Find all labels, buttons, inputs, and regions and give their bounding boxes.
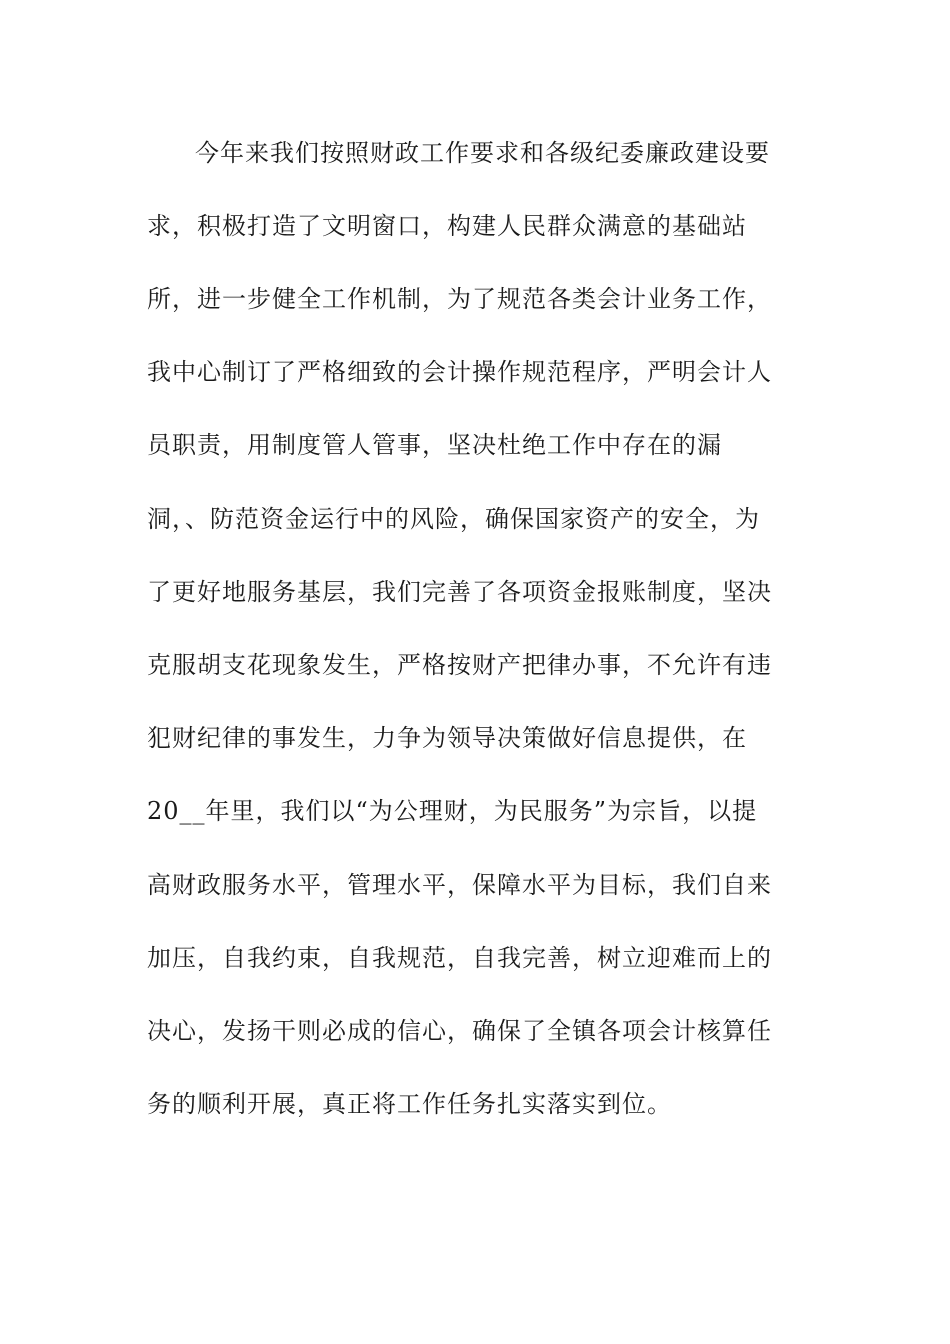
paragraph-line: 克服胡支花现象发生，严格按财产把律办事，不允许有违 [147, 651, 772, 679]
paragraph-line: 洞，、防范资金运行中的风险，确保国家资产的安全，为 [147, 505, 760, 533]
paragraph-line: 我中心制订了严格细致的会计操作规范程序，严明会计人 [147, 358, 772, 386]
paragraph-line: 决心，发扬干则必成的信心，确保了全镇各项会计核算任 [147, 1017, 772, 1045]
paragraph-line: 求，积极打造了文明窗口，构建人民群众满意的基础站 [147, 212, 747, 240]
paragraph-line: 高财政服务水平，管理水平，保障水平为目标，我们自来 [147, 871, 772, 899]
paragraph-line: 所，进一步健全工作机制，为了规范各类会计业务工作， [147, 285, 772, 313]
paragraph-line: 了更好地服务基层，我们完善了各项资金报账制度，坚决 [147, 578, 772, 606]
paragraph-line: 今年来我们按照财政工作要求和各级纪委廉政建设要 [195, 139, 770, 167]
paragraph-line: 员职责，用制度管人管事，坚决杜绝工作中存在的漏 [147, 431, 722, 459]
paragraph-line: 20__年里，我们以“为公理财，为民服务”为宗旨，以提 [147, 797, 758, 825]
paragraph-line: 犯财纪律的事发生，力争为领导决策做好信息提供，在 [147, 724, 747, 752]
paragraph-line: 加压，自我约束，自我规范，自我完善，树立迎难而上的 [147, 944, 772, 972]
paragraph-line: 务的顺利开展，真正将工作任务扎实落实到位。 [147, 1090, 672, 1118]
